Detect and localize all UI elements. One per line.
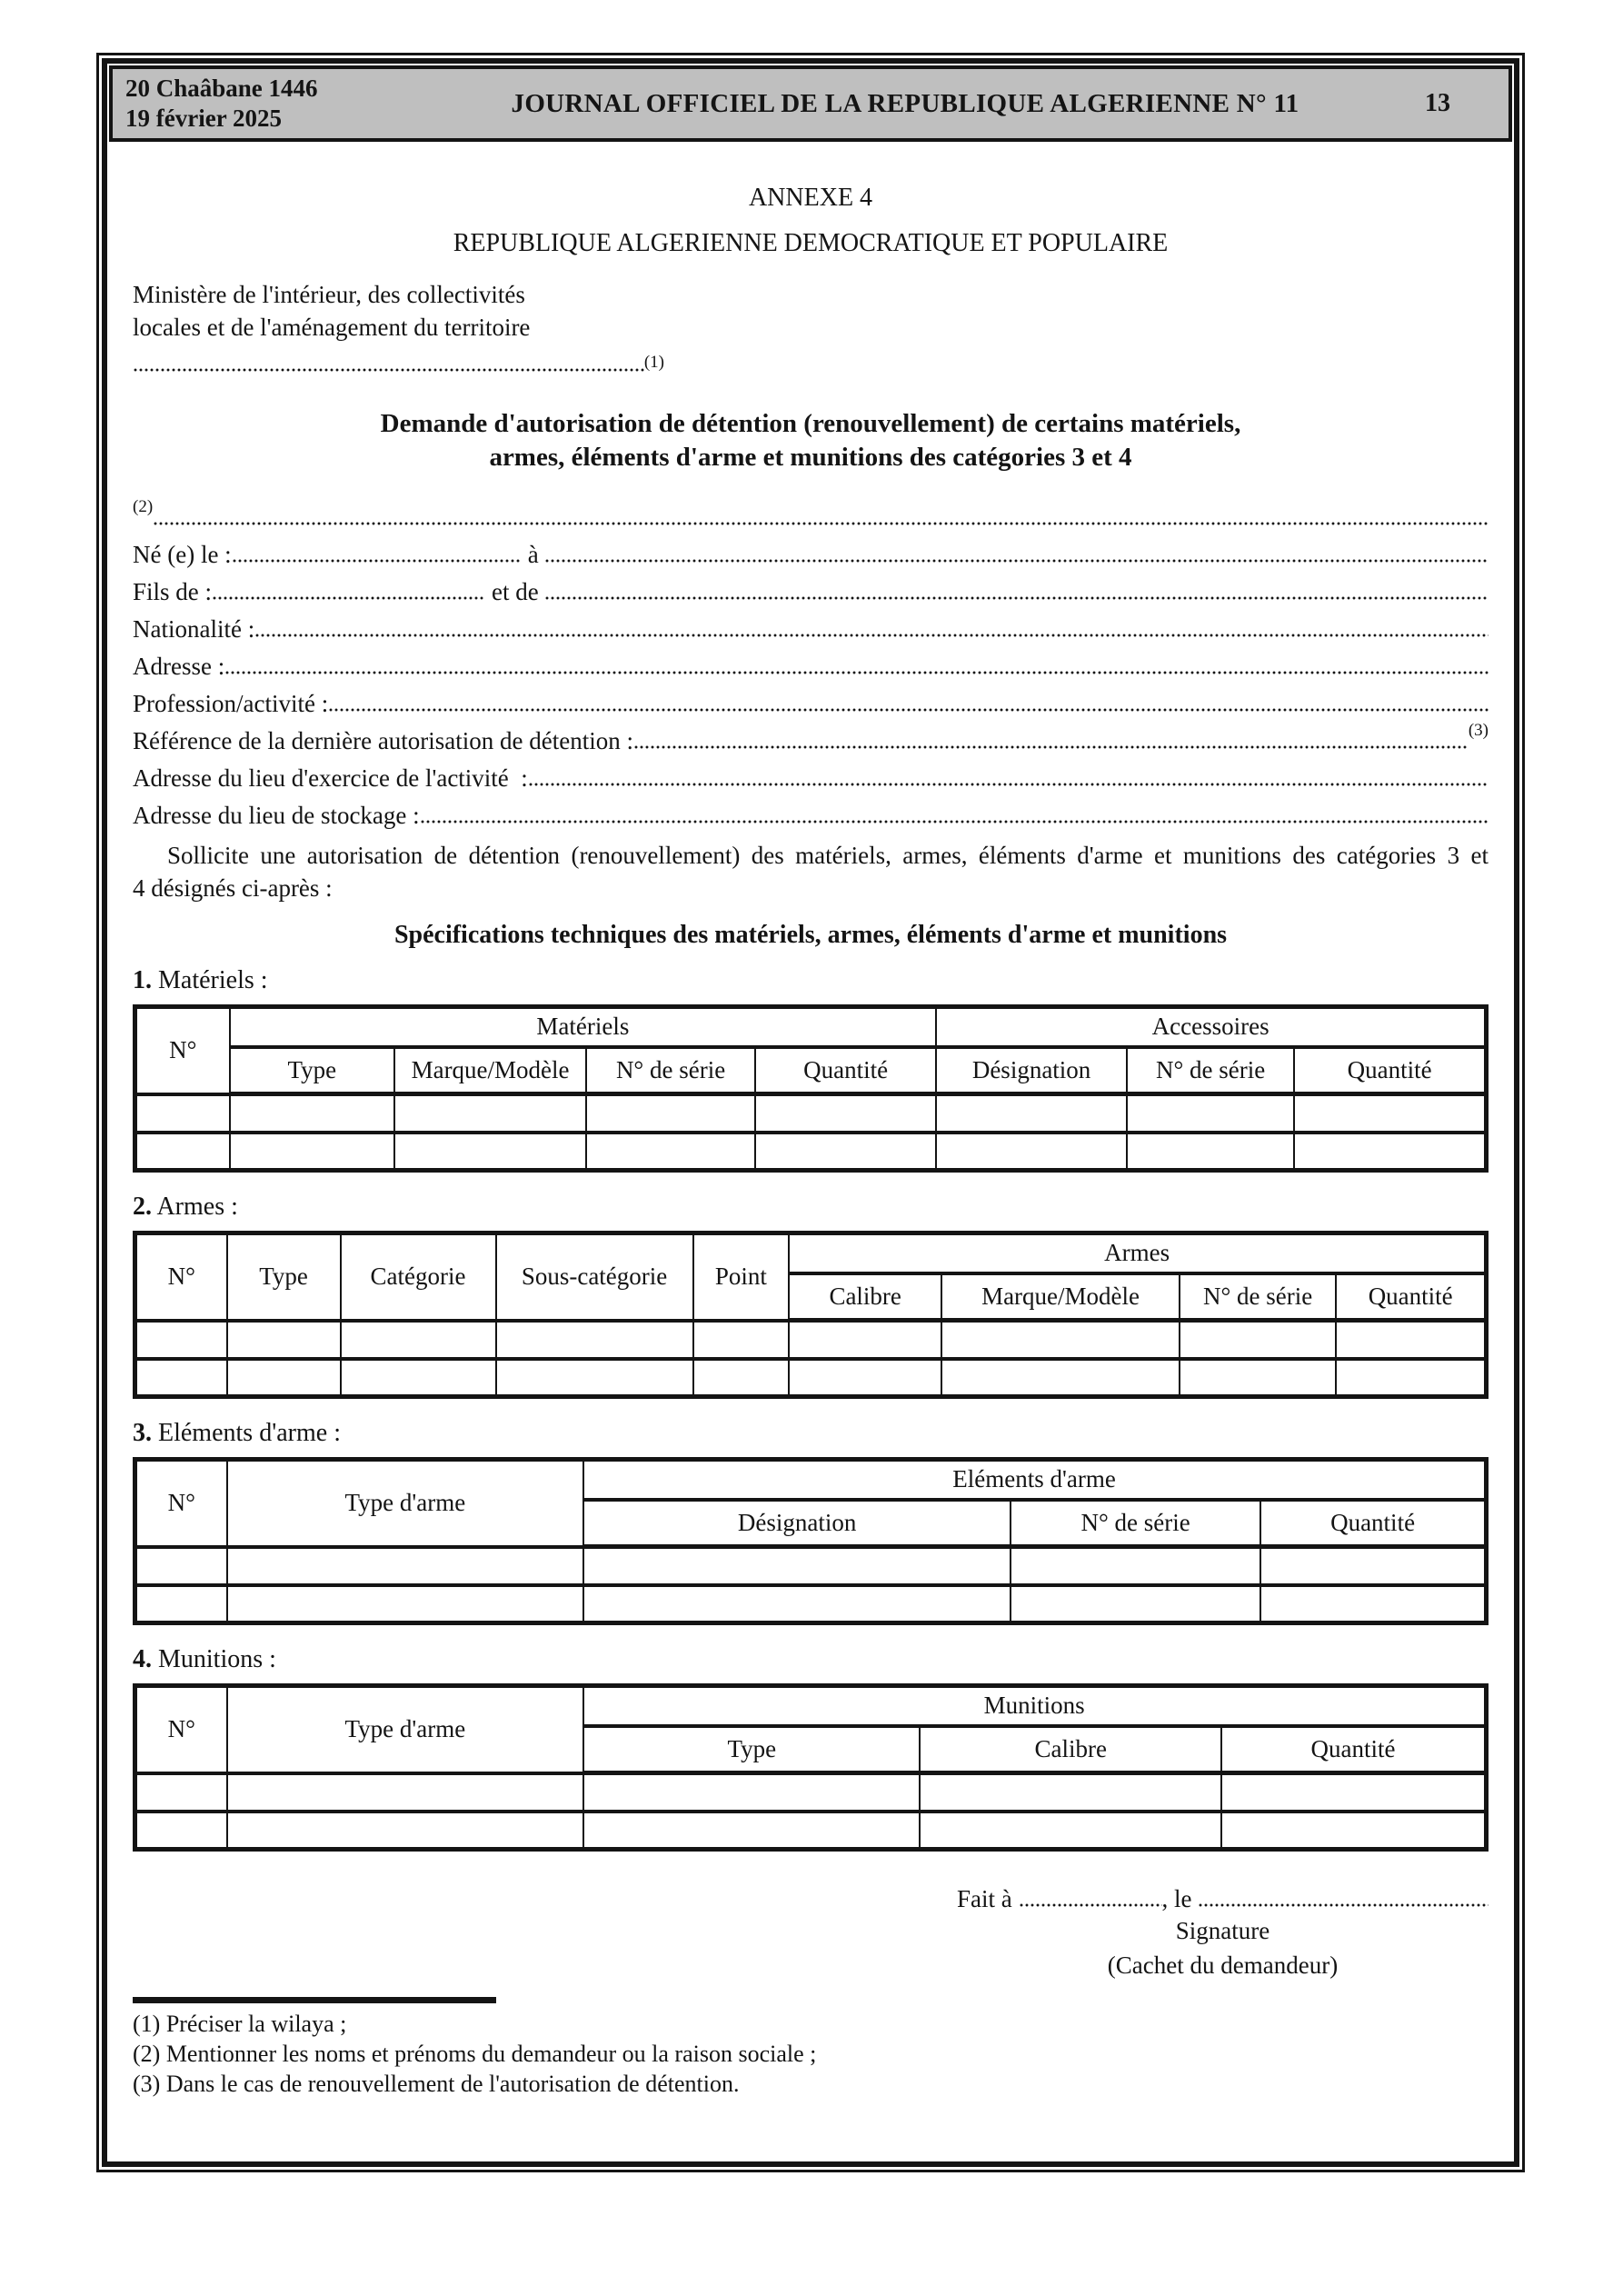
applicant-name-field — [133, 494, 1489, 532]
footnote-2: (2) Mentionner les noms et prénoms du demandeur ou la raison sociale ; — [133, 2041, 817, 2067]
footnotes — [133, 2009, 1489, 2099]
col-header-no: N° — [135, 1233, 227, 1321]
section-number: 1. — [133, 966, 152, 994]
nationality-field — [133, 606, 1489, 644]
footnote-ref-1: (1) — [643, 353, 664, 372]
col-header-marque-modele: Marque/Modèle — [394, 1047, 586, 1094]
date-gregorian: 19 février 2025 — [125, 105, 282, 132]
reference-field — [133, 718, 1489, 755]
page-number: 13 — [1425, 89, 1450, 117]
profession-field — [133, 681, 1489, 718]
section-number: 4. — [133, 1645, 152, 1673]
footnote-ref-3: (3) — [1468, 721, 1489, 740]
col-header-categorie: Catégorie — [341, 1233, 496, 1321]
col-header-designation: Désignation — [583, 1500, 1011, 1547]
table-row — [135, 1359, 1487, 1397]
col-header-type-arme: Type d'arme — [227, 1460, 584, 1547]
table-munitions — [133, 1683, 1489, 1852]
section-label: Eléments d'arme : — [152, 1419, 341, 1447]
dotted-line — [420, 820, 1489, 824]
ministry-block — [133, 278, 1489, 378]
dotted-line — [224, 671, 1489, 674]
page-frame — [96, 53, 1525, 2172]
col-header-designation: Désignation — [936, 1047, 1127, 1094]
col-header-type-arme: Type d'arme — [227, 1686, 584, 1773]
fait-a-label: Fait à — [957, 1885, 1019, 1912]
field-label-born: Né (e) le : — [133, 541, 232, 568]
section-label: Armes : — [152, 1193, 238, 1221]
request-line2: 4 désignés ci-après : — [133, 874, 333, 902]
dotted-line — [544, 559, 1489, 563]
field-label-born-place: à — [527, 541, 539, 568]
journal-title: JOURNAL OFFICIEL DE LA REPUBLIQUE ALGERIENNE N° 11 — [511, 88, 1299, 118]
parents-field — [133, 569, 1489, 606]
field-label-and-of: et de — [492, 578, 539, 605]
group-header-accessoires: Accessoires — [936, 1007, 1486, 1047]
le-label: , le — [1161, 1885, 1199, 1912]
form-content — [107, 184, 1514, 2099]
field-label-reference: Référence de la dernière autorisation de détention : — [133, 727, 633, 754]
col-header-quantite: Quantité — [1260, 1500, 1486, 1547]
col-header-quantite: Quantité — [1221, 1726, 1486, 1773]
group-header-materiels: Matériels — [230, 1007, 937, 1047]
form-title-line2: armes, éléments d'arme et munitions des catégories 3 et 4 — [489, 443, 1132, 472]
date-hijri: 20 Chaâbane 1446 — [125, 75, 318, 102]
col-header-no: N° — [135, 1460, 227, 1547]
storage-address-field — [133, 793, 1489, 830]
table-armes — [133, 1231, 1489, 1399]
field-label-activity-address: Adresse du lieu d'exercice de l'activité : — [133, 764, 528, 792]
section-number: 3. — [133, 1419, 152, 1447]
col-header-no-serie: N° de série — [1180, 1273, 1336, 1321]
dotted-line — [212, 596, 484, 600]
col-header-calibre: Calibre — [920, 1726, 1221, 1773]
field-label-address: Adresse : — [133, 653, 225, 680]
section-number: 2. — [133, 1193, 152, 1221]
request-paragraph — [133, 839, 1489, 904]
table-row — [135, 1812, 1487, 1850]
field-label-storage-address: Adresse du lieu de stockage : — [133, 802, 420, 829]
table-elements-arme — [133, 1457, 1489, 1625]
col-header-quantite: Quantité — [1336, 1273, 1486, 1321]
col-header-no: N° — [135, 1686, 227, 1773]
col-header-type: Type — [227, 1233, 341, 1321]
dotted-line — [232, 559, 521, 563]
place-date-field — [957, 1879, 1489, 1913]
table-row — [135, 1321, 1487, 1359]
col-header-marque-modele: Marque/Modèle — [941, 1273, 1180, 1321]
col-header-quantite: Quantité — [755, 1047, 936, 1094]
ministry-line1: Ministère de l'intérieur, des collectivités — [133, 281, 525, 308]
footnote-1: (1) Préciser la wilaya ; — [133, 2011, 347, 2037]
col-header-quantite: Quantité — [1294, 1047, 1486, 1094]
dotted-line — [133, 368, 644, 372]
table-row — [135, 1547, 1487, 1585]
section-heading-materiels — [133, 966, 1489, 995]
form-title — [133, 407, 1489, 474]
field-label-nationality: Nationalité : — [133, 615, 255, 643]
republic-title: REPUBLIQUE ALGERIENNE DEMOCRATIQUE ET POPULAIRE — [453, 229, 1169, 257]
dotted-line — [153, 522, 1489, 525]
col-header-no: N° — [135, 1007, 230, 1094]
address-field — [133, 644, 1489, 681]
dotted-line — [1019, 1903, 1162, 1907]
identity-fields — [133, 494, 1489, 830]
annexe-title: ANNEXE 4 — [748, 184, 873, 212]
col-header-no-serie: N° de série — [1127, 1047, 1294, 1094]
activity-address-field — [133, 755, 1489, 793]
request-line1: Sollicite une autorisation de détention (renouvellement) des matériels, armes, éléments d'arme et munitions des catégories 3 et — [167, 842, 1489, 869]
form-title-line1: Demande d'autorisation de détention (renouvellement) de certains matériels, — [380, 409, 1241, 438]
col-header-calibre: Calibre — [789, 1273, 941, 1321]
signature-block — [957, 1879, 1489, 1982]
ministry-line2: locales et de l'aménagement du territoire — [133, 314, 531, 341]
masthead-dates — [113, 74, 385, 134]
group-header-armes: Armes — [789, 1233, 1486, 1273]
col-header-type: Type — [583, 1726, 920, 1773]
table-row — [135, 1133, 1487, 1171]
cachet-label: (Cachet du demandeur) — [1107, 1952, 1339, 1979]
group-header-munitions: Munitions — [583, 1686, 1486, 1726]
footnote-rule — [133, 1997, 496, 2003]
table-row — [135, 1094, 1487, 1133]
col-header-sous-categorie: Sous-catégorie — [496, 1233, 693, 1321]
dotted-line — [254, 634, 1489, 637]
table-row — [135, 1773, 1487, 1812]
wilaya-field — [133, 344, 664, 378]
field-label-profession: Profession/activité : — [133, 690, 329, 717]
dotted-line — [328, 708, 1489, 712]
dotted-line — [633, 745, 1469, 749]
footnote-ref-2: (2) — [133, 497, 154, 516]
section-heading-elements-arme — [133, 1419, 1489, 1448]
dotted-line — [544, 596, 1489, 600]
col-header-point: Point — [693, 1233, 790, 1321]
field-label-son-of: Fils de : — [133, 578, 213, 605]
table-row — [135, 1585, 1487, 1623]
page-frame-inner — [102, 58, 1519, 2167]
footnote-3: (3) Dans le cas de renouvellement de l'autorisation de détention. — [133, 2071, 740, 2097]
section-label: Munitions : — [152, 1645, 276, 1673]
table-materiels — [133, 1004, 1489, 1173]
col-header-type: Type — [230, 1047, 394, 1094]
section-heading-munitions — [133, 1645, 1489, 1674]
col-header-no-serie: N° de série — [586, 1047, 755, 1094]
birth-field — [133, 532, 1489, 569]
section-label: Matériels : — [152, 966, 268, 994]
section-heading-armes — [133, 1193, 1489, 1222]
group-header-elements-arme: Eléments d'arme — [583, 1460, 1486, 1500]
signature-label: Signature — [1175, 1917, 1270, 1944]
masthead — [109, 65, 1512, 142]
dotted-line — [1198, 1903, 1489, 1907]
specs-title: Spécifications techniques des matériels, armes, éléments d'arme et munitions — [393, 921, 1228, 949]
dotted-line — [528, 783, 1489, 786]
col-header-no-serie: N° de série — [1011, 1500, 1260, 1547]
